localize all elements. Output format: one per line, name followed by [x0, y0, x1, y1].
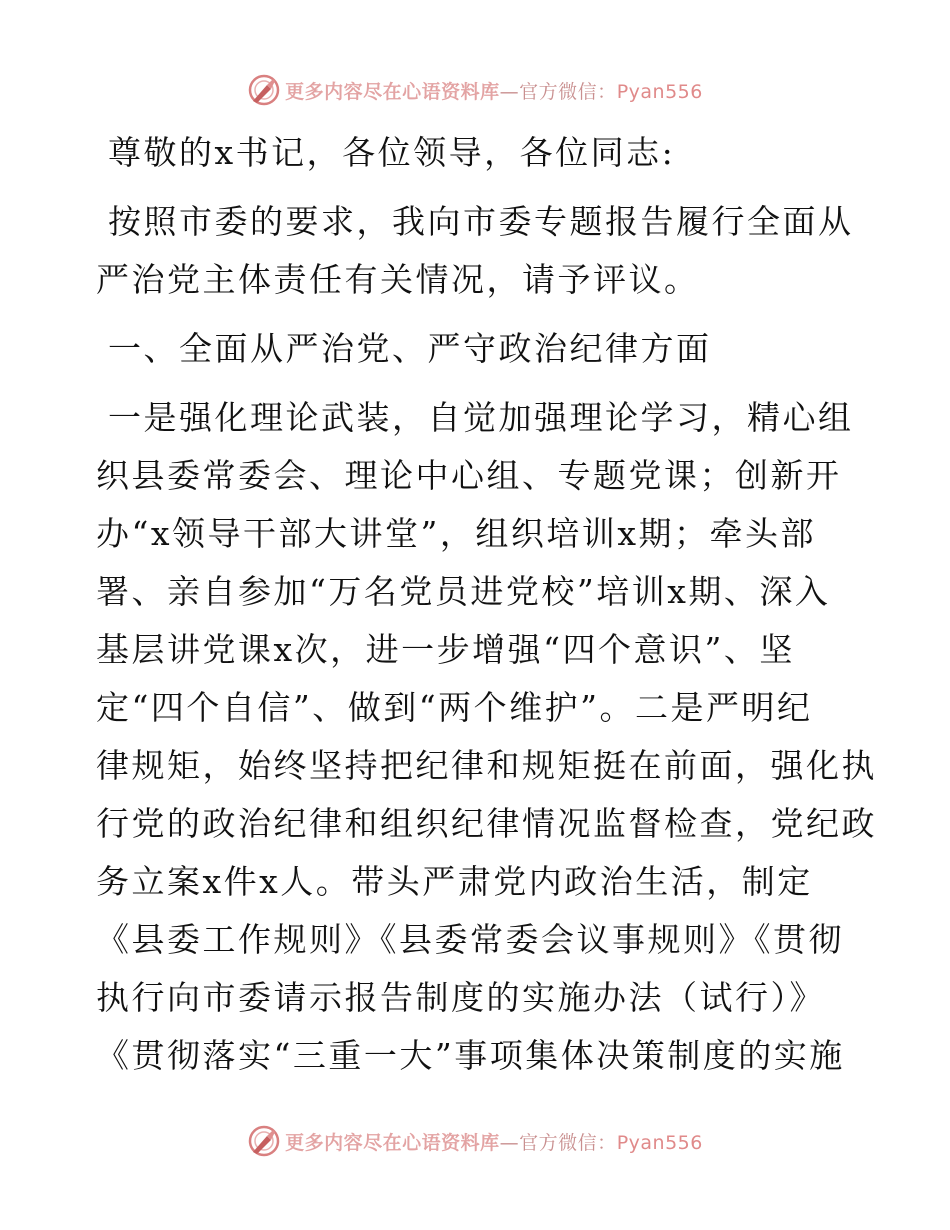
watermark-official-label: 官方微信： [519, 1131, 617, 1154]
intro-line: 按照市委的要求，我向市委专题报告履行全面从 [108, 202, 854, 241]
watermark-group [247, 73, 703, 107]
watermark-official-label: 官方微信： [519, 80, 617, 103]
document-body [96, 124, 877, 1085]
body-line: 基层讲党课x次，进一步增强“四个意识”、坚 [96, 630, 795, 669]
body-line: 执行向市委请示报告制度的实施办法（试行）》 [96, 978, 825, 1017]
header-watermark [0, 70, 950, 110]
watermark-dash: — [499, 80, 520, 103]
watermark-brand: 更多内容尽在心语资料库 [285, 1131, 500, 1154]
watermark-handle: Pyan556 [616, 1131, 703, 1154]
body-line: 律规矩，始终坚持把纪律和规矩挺在前面，强化执 [96, 746, 877, 785]
body-line: 行党的政治纪律和组织纪律情况监督检查，党纪政 [96, 804, 877, 843]
body-line: 务立案x件x人。带头严肃党内政治生活，制定 [96, 862, 813, 901]
salutation: 尊敬的x书记，各位领导，各位同志: [108, 133, 676, 172]
watermark-group [247, 1124, 703, 1158]
intro-line: 严治党主体责任有关情况，请予评议。 [96, 260, 700, 299]
pen-nib-circle-icon [247, 1124, 281, 1158]
body-line: 《贯彻落实“三重一大”事项集体决策制度的实施 [96, 1036, 845, 1075]
watermark-handle: Pyan556 [616, 80, 703, 103]
body-line: 定“四个自信”、做到“两个维护”。二是严明纪 [96, 688, 813, 727]
pen-nib-circle-icon [247, 73, 281, 107]
watermark-dash: — [499, 1131, 520, 1154]
body-line: 署、亲自参加“万名党员进党校”培训x期、深入 [96, 572, 831, 611]
section-heading: 一、全面从严治党、严守政治纪律方面 [108, 329, 712, 368]
watermark-brand: 更多内容尽在心语资料库 [285, 80, 500, 103]
footer-watermark [0, 1121, 950, 1161]
body-line: 办“x领导干部大讲堂”，组织培训x期；牵头部 [96, 514, 816, 553]
body-line: 织县委常委会、理论中心组、专题党课；创新开 [96, 456, 842, 495]
body-line: 一是强化理论武装，自觉加强理论学习，精心组 [108, 398, 854, 437]
body-line: 《县委工作规则》《县委常委会议事规则》《贯彻 [96, 920, 844, 959]
